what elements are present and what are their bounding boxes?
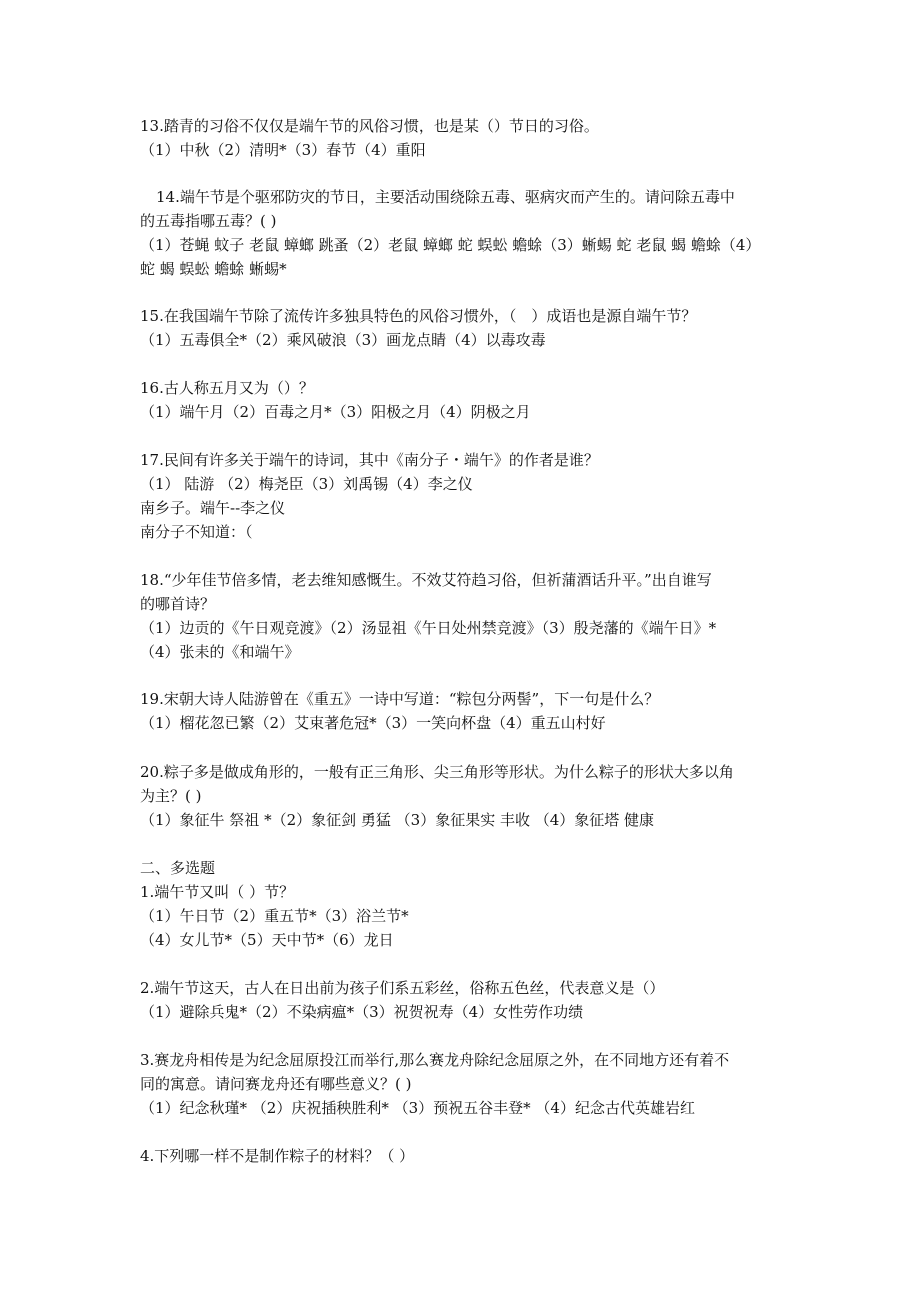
question-17-options: （1） 陆游 （2）梅尧臣（3）刘禹锡（4）李之仪 [140,475,473,493]
question-17-stem: 17.民间有许多关于端午的诗词，其中《南分子・端午》的作者是谁？ [140,451,599,469]
question-18-options-1: （1）边贡的《午日观竞渡》（2）汤显祖《午日处州禁竞渡》（3）殷尧藩的《端午日》* [140,619,717,637]
question-16-options: （1）端午月（2）百毒之月*（3）阳极之月（4）阴极之月 [140,403,531,421]
multi-2-options: （1）避除兵鬼*（2）不染病瘟*（3）祝贺祝寿（4）女性劳作功绩 [140,1003,584,1021]
question-16-stem: 16.古人称五月又为（）？ [140,379,314,397]
multi-1-options-2: （4）女儿节*（5）天中节*（6）龙日 [140,931,394,949]
question-15-stem: 15.在我国端午节除了流传许多独具特色的风俗习惯外，（ ）成语也是源自端午节？ [140,307,697,325]
multi-4-stem: 4.下列哪一样不是制作粽子的材料？（ ） [140,1147,415,1165]
question-14-options-1: （1）苍蝇 蚊子 老鼠 蟑螂 跳蚤（2）老鼠 蟑螂 蛇 蜈蚣 蟾蜍（3）蜥蜴 蛇 老鼠 蝎 蟾蜍（4） [140,236,761,254]
question-15-options: （1）五毒俱全*（2）乘风破浪（3）画龙点睛（4）以毒攻毒 [140,331,546,349]
question-18-stem-2: 的哪首诗？ [140,595,216,613]
question-13-options: （1）中秋（2）清明*（3）春节（4）重阳 [140,141,426,159]
question-14-stem-1: 14.端午节是个驱邪防灾的节日，主要活动围绕除五毒、驱病灾而产生的。请问除五毒中 [156,188,735,206]
question-18-options-2: （4）张耒的《和端午》 [140,643,300,661]
multi-1-options-1: （1）午日节（2）重五节*（3）浴兰节* [140,907,409,925]
multi-2-stem: 2.端午节这天，古人在日出前为孩子们系五彩丝，俗称五色丝，代表意义是（） [140,979,665,997]
question-20-stem-1: 20.粽子多是做成角形的，一般有正三角形、尖三角形等形状。为什么粽子的形状大多以角 [140,763,734,781]
question-14-options-2: 蛇 蝎 蜈蚣 蟾蜍 蜥蜴* [140,260,287,278]
question-17-note-2: 南分子不知道：（ [140,523,253,541]
question-19-stem: 19.宋朝大诗人陆游曾在《重五》一诗中写道：“粽包分两髻”，下一句是什么？ [140,690,660,708]
multi-3-stem-2: 同的寓意。请问赛龙舟还有哪些意义？( ) [140,1075,412,1093]
section-heading: 二、多选题 [140,859,216,877]
multi-3-stem-1: 3.赛龙舟相传是为纪念屈原投江而举行,那么赛龙舟除纪念屈原之外，在不同地方还有着不 [140,1051,730,1069]
multi-1-stem: 1.端午节又叫（ ）节？ [140,883,295,901]
question-13-stem: 13.踏青的习俗不仅仅是端午节的风俗习惯，也是某（）节日的习俗。 [140,117,599,135]
question-17-note-1: 南乡子。端午--李之仪 [140,499,286,517]
question-20-options: （1）象征牛 祭祖 *（2）象征剑 勇猛 （3）象征果实 丰收 （4）象征塔 健康 [140,811,655,829]
multi-3-options: （1）纪念秋瑾* （2）庆祝插秧胜利* （3）预祝五谷丰登* （4）纪念古代英雄岩红 [140,1099,695,1117]
question-14-stem-2: 的五毒指哪五毒？( ) [140,212,277,230]
question-20-stem-2: 为主？( ) [140,787,202,805]
question-18-stem-1: 18.“少年佳节倍多情，老去维知感慨生。不效艾符趋习俗，但祈蒲酒话升平。”出自谁写 [140,571,712,589]
question-19-options: （1）榴花忽已繁（2）艾束著危冠*（3）一笑向杯盘（4）重五山村好 [140,714,606,732]
